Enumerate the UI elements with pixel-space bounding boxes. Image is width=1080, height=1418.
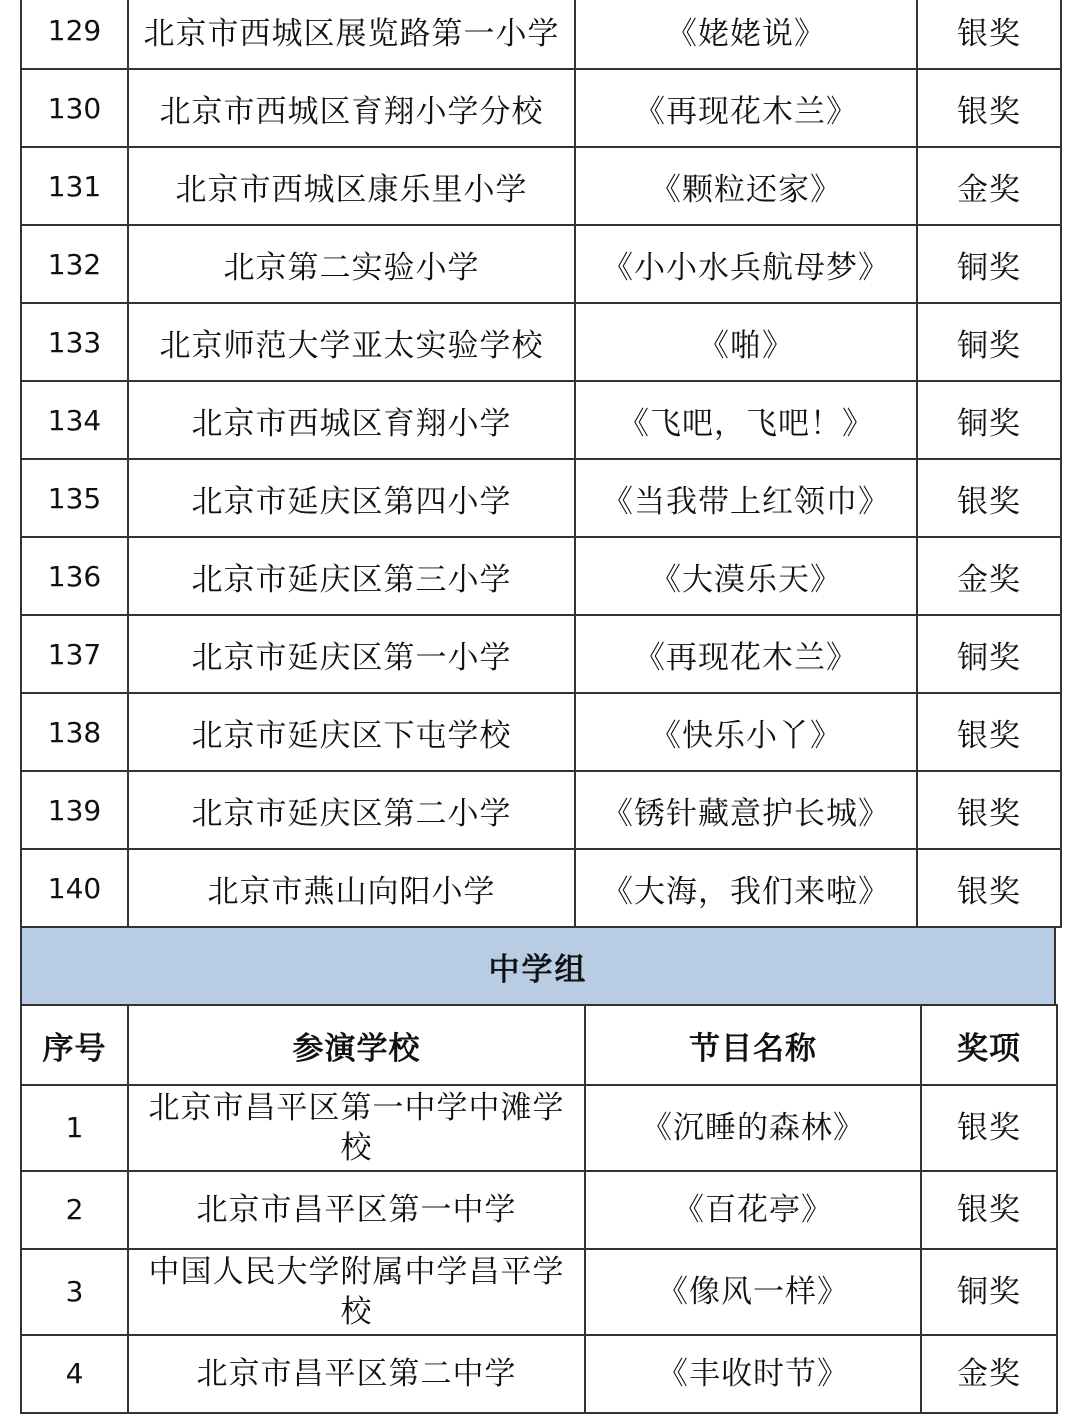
table-row bbox=[21, 459, 1061, 537]
program-name: 《姥姥说》 bbox=[575, 0, 917, 69]
award-level: 银奖 bbox=[917, 0, 1061, 69]
program-name: 《飞吧，飞吧！》 bbox=[575, 381, 917, 459]
school-name: 北京市西城区育翔小学分校 bbox=[128, 69, 575, 147]
middle-school-section-title: 中学组 bbox=[20, 926, 1056, 1006]
header-school: 参演学校 bbox=[128, 1005, 585, 1085]
row-number: 136 bbox=[21, 537, 128, 615]
row-number: 129 bbox=[21, 0, 128, 69]
middle-school-awards-table bbox=[20, 1004, 1058, 1414]
row-number: 2 bbox=[21, 1171, 128, 1249]
award-level: 银奖 bbox=[917, 771, 1061, 849]
school-name: 北京师范大学亚太实验学校 bbox=[128, 303, 575, 381]
row-number: 135 bbox=[21, 459, 128, 537]
table-row bbox=[21, 615, 1061, 693]
table-row bbox=[21, 693, 1061, 771]
school-name: 北京市昌平区第一中学 bbox=[128, 1171, 585, 1249]
award-level: 铜奖 bbox=[921, 1249, 1057, 1335]
row-number: 3 bbox=[21, 1249, 128, 1335]
table-row bbox=[21, 225, 1061, 303]
table-row bbox=[21, 1249, 1057, 1335]
award-level: 银奖 bbox=[917, 693, 1061, 771]
school-name: 北京市燕山向阳小学 bbox=[128, 849, 575, 927]
program-name: 《像风一样》 bbox=[585, 1249, 921, 1335]
award-level: 金奖 bbox=[917, 537, 1061, 615]
table-row bbox=[21, 381, 1061, 459]
program-name: 《小小水兵航母梦》 bbox=[575, 225, 917, 303]
header-program: 节目名称 bbox=[585, 1005, 921, 1085]
row-number: 131 bbox=[21, 147, 128, 225]
award-level: 铜奖 bbox=[917, 615, 1061, 693]
program-name: 《百花亭》 bbox=[585, 1171, 921, 1249]
row-number: 134 bbox=[21, 381, 128, 459]
school-name: 北京市延庆区第四小学 bbox=[128, 459, 575, 537]
row-number: 1 bbox=[21, 1085, 128, 1171]
table-row bbox=[21, 1171, 1057, 1249]
program-name: 《锈针藏意护长城》 bbox=[575, 771, 917, 849]
school-name: 北京市西城区展览路第一小学 bbox=[128, 0, 575, 69]
table-row bbox=[21, 303, 1061, 381]
table-row bbox=[21, 69, 1061, 147]
school-name: 北京市延庆区下屯学校 bbox=[128, 693, 575, 771]
program-name: 《大海，我们来啦》 bbox=[575, 849, 917, 927]
school-name: 北京市昌平区第二中学 bbox=[128, 1335, 585, 1413]
program-name: 《颗粒还家》 bbox=[575, 147, 917, 225]
award-level: 金奖 bbox=[917, 147, 1061, 225]
school-name: 北京第二实验小学 bbox=[128, 225, 575, 303]
row-number: 139 bbox=[21, 771, 128, 849]
award-level: 银奖 bbox=[921, 1085, 1057, 1171]
table-row bbox=[21, 771, 1061, 849]
row-number: 138 bbox=[21, 693, 128, 771]
table-row bbox=[21, 849, 1061, 927]
school-name: 北京市延庆区第二小学 bbox=[128, 771, 575, 849]
program-name: 《再现花木兰》 bbox=[575, 69, 917, 147]
row-number: 137 bbox=[21, 615, 128, 693]
school-name: 北京市西城区育翔小学 bbox=[128, 381, 575, 459]
row-number: 133 bbox=[21, 303, 128, 381]
row-number: 4 bbox=[21, 1335, 128, 1413]
program-name: 《啪》 bbox=[575, 303, 917, 381]
table-row bbox=[21, 0, 1061, 69]
award-level: 银奖 bbox=[921, 1171, 1057, 1249]
school-name: 北京市延庆区第三小学 bbox=[128, 537, 575, 615]
program-name: 《丰收时节》 bbox=[585, 1335, 921, 1413]
award-level: 铜奖 bbox=[917, 303, 1061, 381]
award-level: 银奖 bbox=[917, 849, 1061, 927]
program-name: 《沉睡的森林》 bbox=[585, 1085, 921, 1171]
school-name: 北京市西城区康乐里小学 bbox=[128, 147, 575, 225]
school-name: 北京市延庆区第一小学 bbox=[128, 615, 575, 693]
program-name: 《大漠乐天》 bbox=[575, 537, 917, 615]
table-row bbox=[21, 537, 1061, 615]
award-level: 金奖 bbox=[921, 1335, 1057, 1413]
table-row bbox=[21, 147, 1061, 225]
school-name: 北京市昌平区第一中学中滩学校 bbox=[128, 1085, 585, 1171]
award-level: 银奖 bbox=[917, 69, 1061, 147]
school-name: 中国人民大学附属中学昌平学校 bbox=[128, 1249, 585, 1335]
header-award: 奖项 bbox=[921, 1005, 1057, 1085]
table-row bbox=[21, 1335, 1057, 1413]
award-level: 铜奖 bbox=[917, 225, 1061, 303]
award-level: 铜奖 bbox=[917, 381, 1061, 459]
row-number: 130 bbox=[21, 69, 128, 147]
program-name: 《再现花木兰》 bbox=[575, 615, 917, 693]
program-name: 《快乐小丫》 bbox=[575, 693, 917, 771]
program-name: 《当我带上红领巾》 bbox=[575, 459, 917, 537]
row-number: 140 bbox=[21, 849, 128, 927]
award-level: 银奖 bbox=[917, 459, 1061, 537]
table-header-row bbox=[21, 1005, 1057, 1085]
table-row bbox=[21, 1085, 1057, 1171]
primary-school-awards-table bbox=[20, 0, 1062, 928]
header-number: 序号 bbox=[21, 1005, 128, 1085]
row-number: 132 bbox=[21, 225, 128, 303]
